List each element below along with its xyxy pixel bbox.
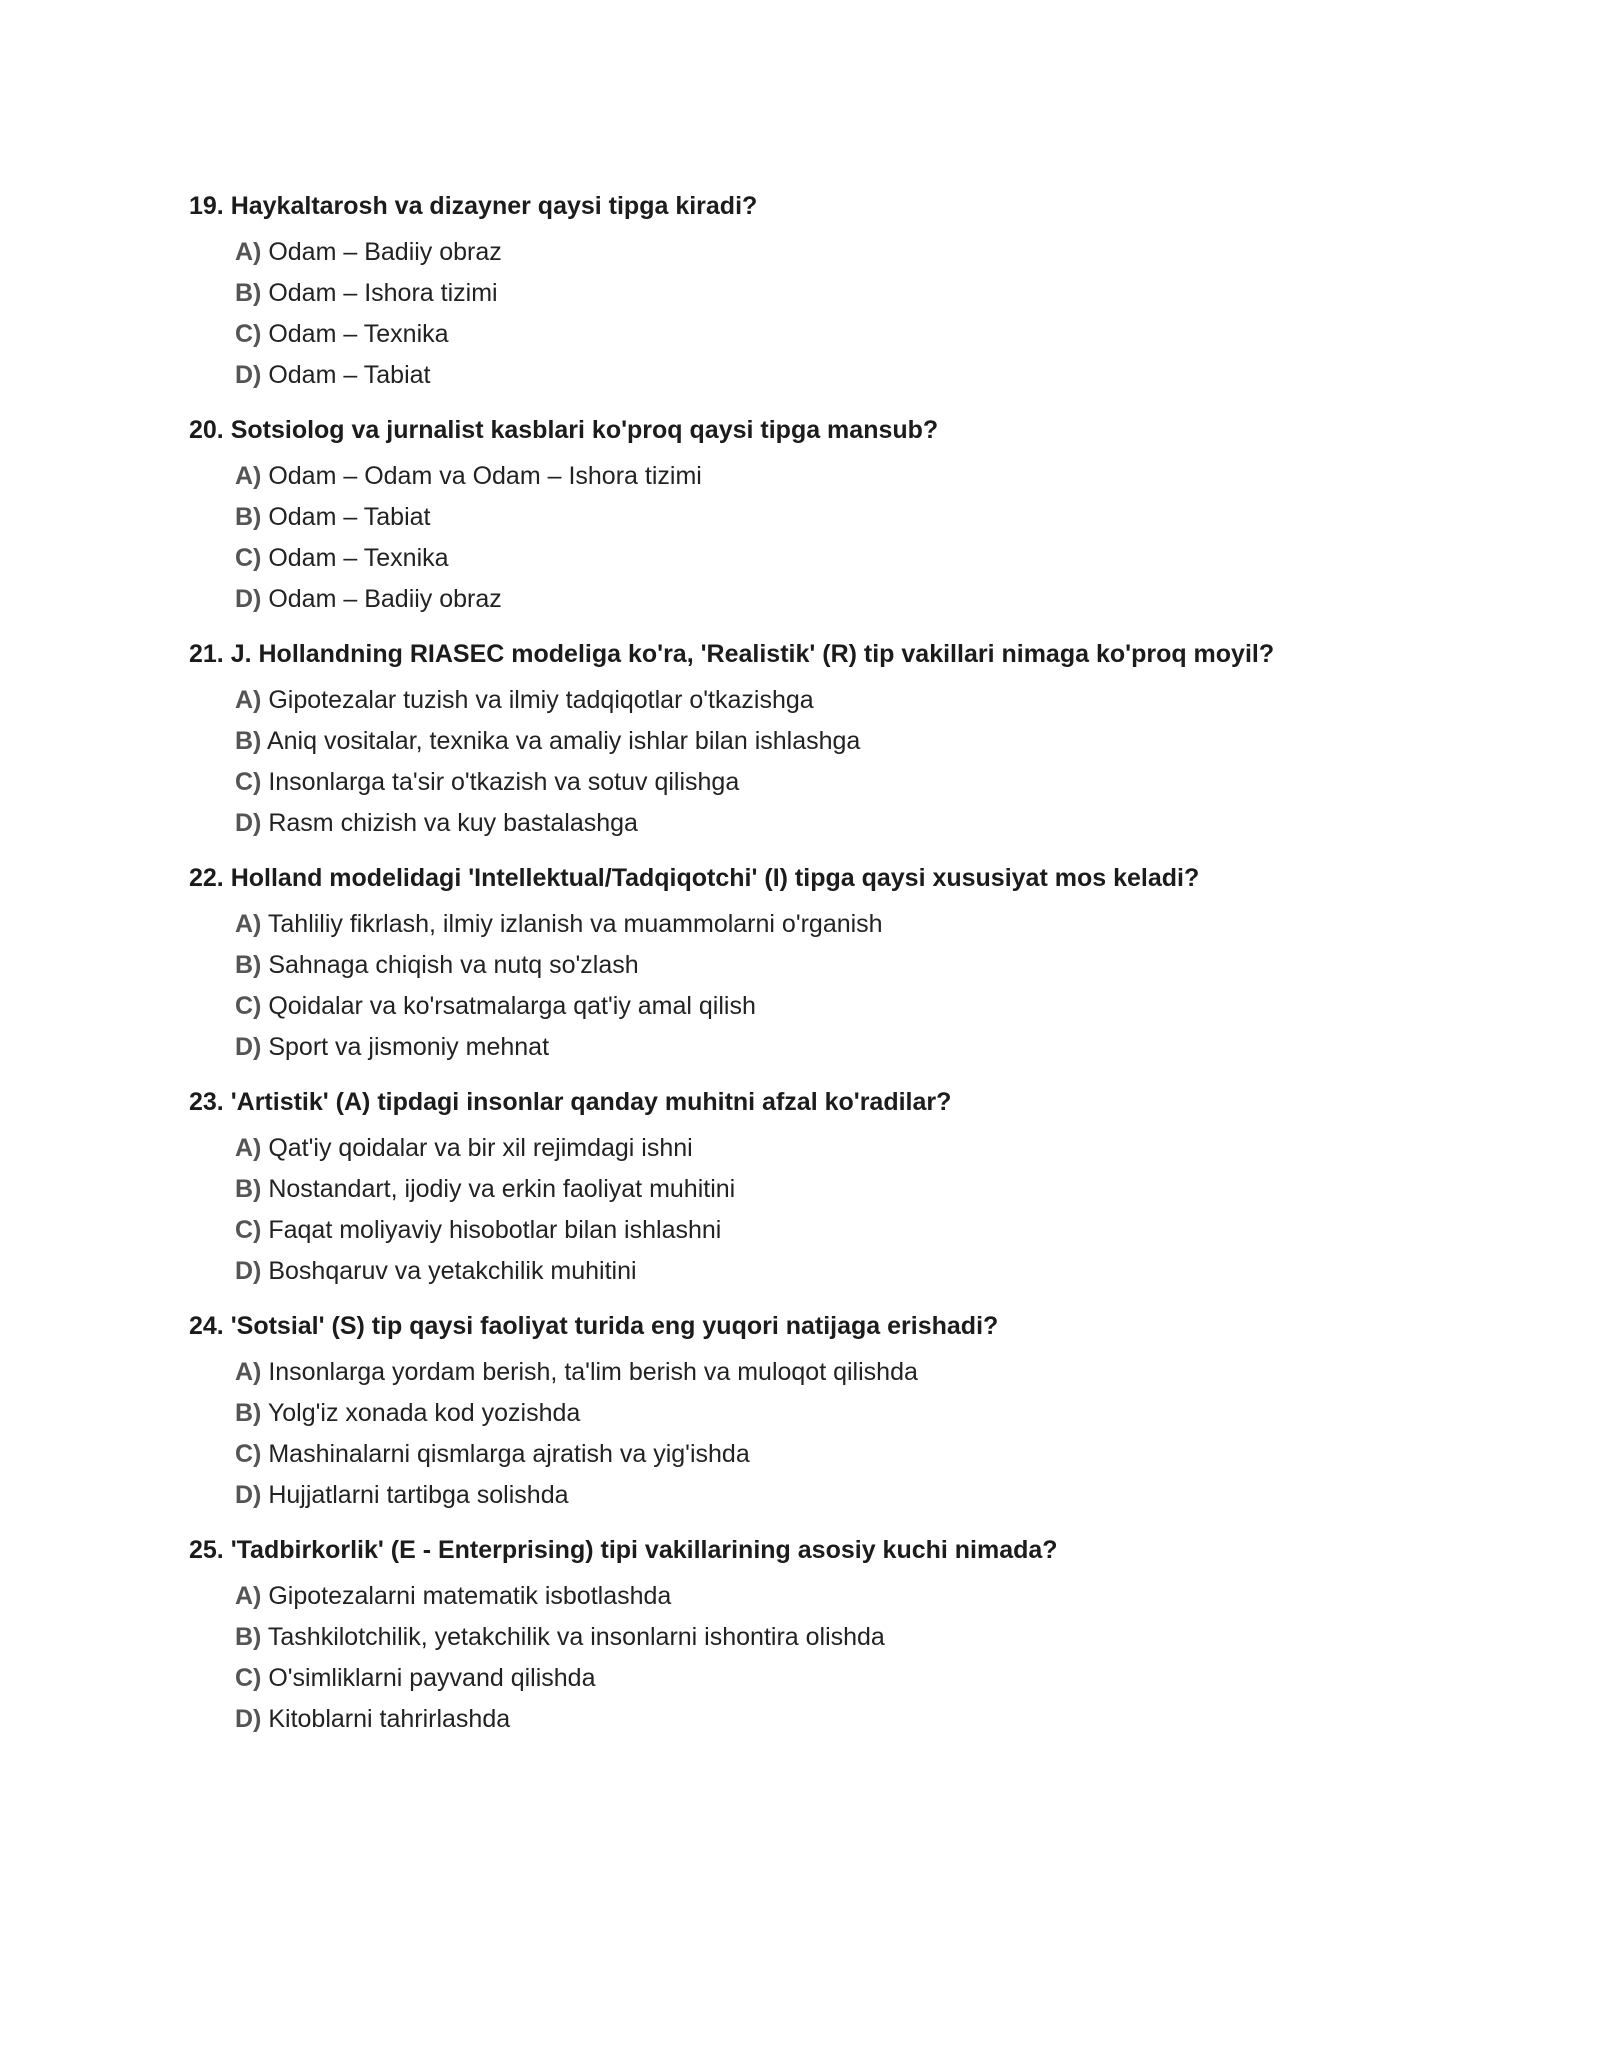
option-c (235, 314, 1480, 355)
question-title: 25. 'Tadbirkorlik' (E - Enterprising) tipi vakillarining asosiy kuchi nimada? (189, 1536, 1058, 1564)
option-c (235, 1210, 1480, 1251)
option-list (189, 456, 1480, 620)
option-text: Tashkilotchilik, yetakchilik va insonlarni ishontira olishda (261, 1623, 885, 1651)
option-letter: A) (235, 1582, 262, 1610)
option-d (235, 1475, 1480, 1516)
option-a (235, 680, 1480, 721)
option-d (235, 803, 1480, 844)
question-21 (189, 634, 1480, 844)
option-letter: C) (235, 1664, 262, 1692)
option-b (235, 1169, 1480, 1210)
option-letter: A) (235, 462, 262, 490)
option-d (235, 1699, 1480, 1740)
question-24 (189, 1306, 1480, 1516)
option-a (235, 232, 1480, 273)
question-23 (189, 1082, 1480, 1292)
option-letter: D) (235, 809, 262, 837)
question-19 (189, 186, 1480, 396)
option-list (189, 1352, 1480, 1516)
option-list (189, 232, 1480, 396)
option-text: Boshqaruv va yetakchilik muhitini (261, 1257, 637, 1285)
question-25 (189, 1530, 1480, 1740)
option-text: Odam – Tabiat (261, 361, 431, 389)
option-c (235, 762, 1480, 803)
option-text: Insonlarga ta'sir o'tkazish va sotuv qilishga (261, 768, 740, 796)
option-letter: A) (235, 910, 262, 938)
option-text: Aniq vositalar, texnika va amaliy ishlar bilan ishlashga (261, 727, 861, 755)
question-title: 19. Haykaltarosh va dizayner qaysi tipga kiradi? (189, 192, 758, 220)
option-letter: A) (235, 1134, 262, 1162)
option-text: Insonlarga yordam berish, ta'lim berish va muloqot qilishda (261, 1358, 918, 1386)
option-text: Odam – Ishora tizimi (261, 279, 498, 307)
option-letter: C) (235, 320, 262, 348)
option-letter: D) (235, 585, 262, 613)
question-title: 24. 'Sotsial' (S) tip qaysi faoliyat turida eng yuqori natijaga erishadi? (189, 1312, 999, 1340)
option-letter: A) (235, 1358, 262, 1386)
option-letter: B) (235, 1175, 262, 1203)
option-list (189, 904, 1480, 1068)
option-a (235, 904, 1480, 945)
option-c (235, 1434, 1480, 1475)
option-letter: B) (235, 1623, 262, 1651)
option-list (189, 1128, 1480, 1292)
option-letter: D) (235, 361, 262, 389)
option-letter: B) (235, 951, 262, 979)
option-text: Kitoblarni tahrirlashda (261, 1705, 511, 1733)
question-title: 21. J. Hollandning RIASEC modeliga ko'ra, 'Realistik' (R) tip vakillari nimaga ko'proq moyil? (189, 640, 1275, 668)
option-letter: A) (235, 238, 262, 266)
option-c (235, 538, 1480, 579)
option-letter: D) (235, 1257, 262, 1285)
option-b (235, 1617, 1480, 1658)
option-d (235, 1251, 1480, 1292)
option-text: Qat'iy qoidalar va bir xil rejimdagi ishni (261, 1134, 693, 1162)
option-c (235, 986, 1480, 1027)
option-letter: C) (235, 992, 262, 1020)
option-b (235, 273, 1480, 314)
option-a (235, 456, 1480, 497)
question-title: 20. Sotsiolog va jurnalist kasblari ko'proq qaysi tipga mansub? (189, 416, 939, 444)
option-text: Odam – Tabiat (261, 503, 431, 531)
option-letter: C) (235, 768, 262, 796)
option-text: Odam – Texnika (261, 544, 449, 572)
option-text: Odam – Badiiy obraz (261, 585, 502, 613)
option-a (235, 1352, 1480, 1393)
option-a (235, 1128, 1480, 1169)
option-letter: D) (235, 1481, 262, 1509)
option-text: Nostandart, ijodiy va erkin faoliyat muhitini (261, 1175, 736, 1203)
option-letter: C) (235, 544, 262, 572)
option-letter: C) (235, 1216, 262, 1244)
option-text: Gipotezalarni matematik isbotlashda (261, 1582, 672, 1610)
option-text: Tahliliy fikrlash, ilmiy izlanish va muammolarni o'rganish (261, 910, 883, 938)
question-20 (189, 410, 1480, 620)
option-b (235, 1393, 1480, 1434)
option-text: Odam – Odam va Odam – Ishora tizimi (261, 462, 702, 490)
option-d (235, 1027, 1480, 1068)
option-letter: B) (235, 503, 262, 531)
option-d (235, 355, 1480, 396)
option-list (189, 1576, 1480, 1740)
option-letter: A) (235, 686, 262, 714)
question-22 (189, 858, 1480, 1068)
option-text: Odam – Texnika (261, 320, 449, 348)
option-text: Hujjatlarni tartibga solishda (261, 1481, 569, 1509)
option-text: Sport va jismoniy mehnat (261, 1033, 550, 1061)
option-b (235, 945, 1480, 986)
option-text: Gipotezalar tuzish va ilmiy tadqiqotlar o'tkazishga (261, 686, 814, 714)
option-text: Yolg'iz xonada kod yozishda (261, 1399, 581, 1427)
option-list (189, 680, 1480, 844)
option-letter: D) (235, 1705, 262, 1733)
option-c (235, 1658, 1480, 1699)
option-d (235, 579, 1480, 620)
option-letter: B) (235, 279, 262, 307)
option-text: Faqat moliyaviy hisobotlar bilan ishlashni (261, 1216, 722, 1244)
option-text: Mashinalarni qismlarga ajratish va yig'ishda (261, 1440, 750, 1468)
option-text: O'simliklarni payvand qilishda (261, 1664, 596, 1692)
option-text: Odam – Badiiy obraz (261, 238, 502, 266)
option-text: Qoidalar va ko'rsatmalarga qat'iy amal qilish (261, 992, 756, 1020)
option-text: Sahnaga chiqish va nutq so'zlash (261, 951, 639, 979)
option-letter: B) (235, 1399, 262, 1427)
option-text: Rasm chizish va kuy bastalashga (261, 809, 638, 837)
option-b (235, 721, 1480, 762)
option-a (235, 1576, 1480, 1617)
option-letter: D) (235, 1033, 262, 1061)
option-letter: B) (235, 727, 262, 755)
question-title: 22. Holland modelidagi 'Intellektual/Tadqiqotchi' (I) tipga qaysi xususiyat mos keladi? (189, 864, 1200, 892)
option-letter: C) (235, 1440, 262, 1468)
option-b (235, 497, 1480, 538)
question-title: 23. 'Artistik' (A) tipdagi insonlar qanday muhitni afzal ko'radilar? (189, 1088, 952, 1116)
